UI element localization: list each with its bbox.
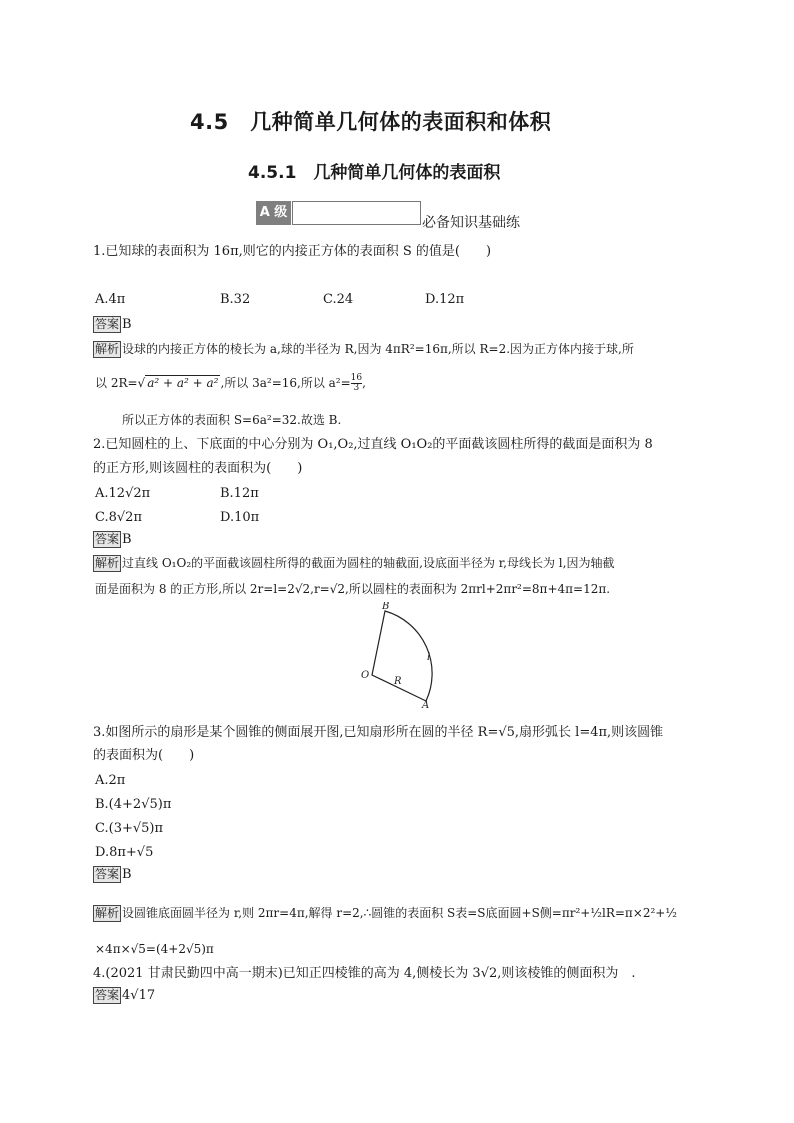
level-badge: A 级 [256, 201, 291, 225]
q1-analysis-text1: 设球的内接正方体的棱长为 a,球的半径为 R,因为 4πR²=16π,所以 R=2.因为正方体内接于球,所 [122, 342, 634, 356]
q1-stem: 1.已知球的表面积为 16π,则它的内接正方体的表面积 S 的值是( ) [93, 244, 492, 259]
q1-option-a: A.4π [95, 292, 126, 307]
q3-option-b: B.(4+2√5)π [95, 797, 172, 812]
q3-option-d: D.8π+√5 [95, 845, 154, 860]
q1-fraction [351, 374, 362, 393]
label-o: O [361, 670, 370, 681]
q3-stem-line2: 的表面积为( ) [93, 748, 195, 763]
q3-analysis-line2: ×4π×√5=(4+2√5)π [95, 942, 214, 956]
q1-analysis-line3: 所以正方体的表面积 S=6a²=32.故选 B. [122, 413, 342, 427]
q1-sqrt-radicand: a² + a² + a² [147, 376, 219, 390]
sector-outline [372, 611, 432, 701]
q2-option-c: C.8√2π [95, 510, 142, 525]
q2-option-d: D.10π [220, 510, 260, 525]
q2-analysis-line2: 面是面积为 8 的正方形,所以 2r=l=2√2,r=√2,所以圆柱的表面积为 2πrl+2πr²=8π+4π=12π. [95, 582, 611, 596]
q2-option-a: A.12√2π [95, 486, 151, 501]
sector-figure [355, 602, 465, 712]
q4-stem: 4.(2021 甘肃民勤四中高一期末)已知正四棱锥的高为 4,侧棱长为 3√2,则该棱锥的侧面积为 . [93, 966, 636, 981]
q2-option-b: B.12π [220, 486, 259, 501]
analysis-tag: 解析 [95, 906, 120, 920]
analysis-tag: 解析 [95, 556, 120, 570]
q1-option-c: C.24 [323, 292, 354, 307]
answer-tag: 答案 [95, 317, 120, 331]
q2-answer-value: B [122, 532, 132, 547]
q1-frac-num: 16 [350, 373, 363, 383]
q3-analysis-line1 [93, 904, 677, 922]
label-b: B [382, 602, 390, 612]
q1-option-d: D.12π [425, 292, 465, 307]
sqrt-symbol: √ [137, 376, 146, 390]
q4-answer-value: 4√17 [122, 988, 156, 1003]
q1-analysis-end: , [362, 376, 366, 390]
level-banner [256, 201, 420, 225]
q3-stem-line1: 3.如图所示的扇形是某个圆锥的侧面展开图,已知扇形所在圆的半径 R=√5,扇形弧长 l=4π,则该圆锥 [93, 725, 664, 740]
level-label: 必备知识基础练 [422, 215, 520, 231]
q3-option-c: C.(3+√5)π [95, 821, 164, 836]
q3-analysis-text1: 设圆锥底面圆半径为 r,则 2πr=4π,解得 r=2,∴圆锥的表面积 S表=S底面圆+S侧=πr²+½lR=π×2²+½ [122, 906, 677, 920]
q3-answer [93, 866, 132, 884]
q1-analysis-line1 [93, 340, 634, 358]
answer-tag: 答案 [95, 532, 120, 546]
section-subtitle: 4.5.1 几种简单几何体的表面积 [248, 163, 501, 183]
q1-analysis-line2 [95, 374, 366, 393]
q2-answer [93, 531, 132, 549]
label-r: R [394, 676, 402, 687]
q2-stem-line2: 的正方形,则该圆柱的表面积为( ) [93, 461, 303, 476]
answer-tag: 答案 [95, 867, 120, 881]
q1-answer [93, 316, 132, 334]
answer-tag: 答案 [95, 988, 120, 1002]
q1-frac-den: 3 [353, 383, 360, 393]
level-blank-box [292, 201, 421, 225]
q4-answer [93, 987, 155, 1005]
label-l: l [427, 652, 431, 663]
q2-analysis-text1: 过直线 O₁O₂的平面截该圆柱所得的截面为圆柱的轴截面,设底面半径为 r,母线长为 l,因为轴截 [122, 556, 615, 570]
q3-option-a: A.2π [95, 773, 126, 788]
q3-answer-value: B [122, 867, 132, 882]
q1-answer-value: B [122, 317, 132, 332]
q1-analysis-pre: 以 2R= [95, 376, 138, 390]
page-title: 4.5 几种简单几何体的表面积和体积 [190, 110, 552, 134]
label-a: A [422, 700, 430, 711]
q1-analysis-mid: ,所以 3a²=16,所以 a²= [220, 376, 351, 390]
q1-option-b: B.32 [220, 292, 251, 307]
q2-stem-line1: 2.已知圆柱的上、下底面的中心分别为 O₁,O₂,过直线 O₁O₂的平面截该圆柱所得的截面是面积为 8 [93, 437, 653, 452]
analysis-tag: 解析 [95, 342, 120, 356]
q2-analysis-line1 [93, 554, 614, 572]
